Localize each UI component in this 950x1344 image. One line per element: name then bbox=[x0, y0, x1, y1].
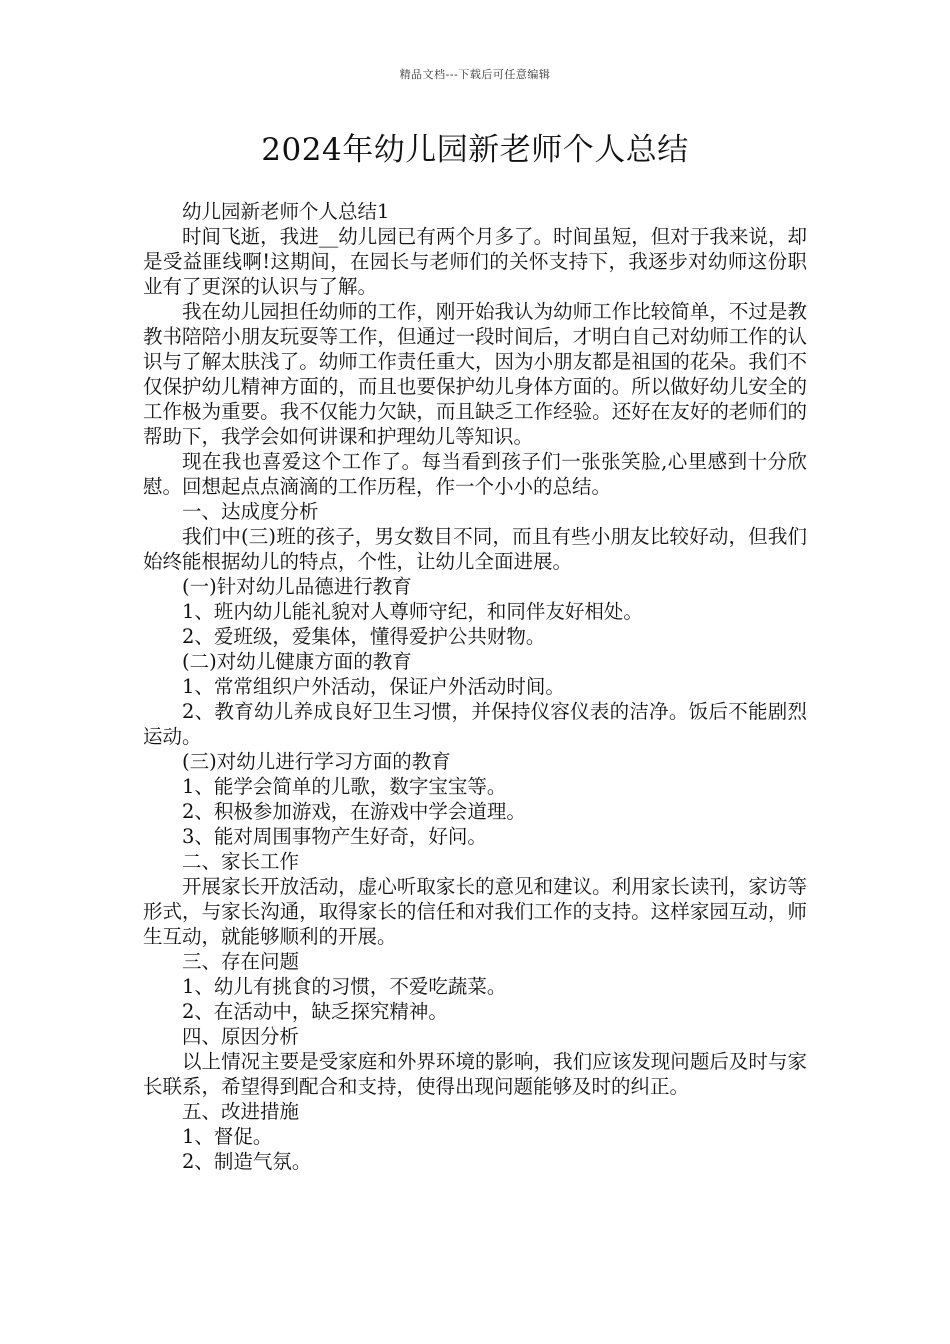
document-body bbox=[143, 199, 807, 1174]
subtitle-paragraph: 幼儿园新老师个人总结1 bbox=[182, 200, 390, 223]
section-heading: 一、达成度分析 bbox=[182, 500, 319, 523]
body-paragraph: 我们中(三)班的孩子，男女数目不同，而且有些小朋友比较好动，但我们始终能根据幼儿的特点，个性，让幼儿全面进展。 bbox=[143, 525, 807, 573]
section-heading: 四、原因分析 bbox=[182, 1025, 300, 1048]
subsection-heading: (三)对幼儿进行学习方面的教育 bbox=[182, 750, 451, 773]
list-item: 2、制造气氛。 bbox=[182, 1150, 312, 1173]
body-paragraph: 时间飞逝，我进__幼儿园已有两个月多了。时间虽短，但对于我来说，却是受益匪线啊!这期间，在园长与老师们的关怀支持下，我逐步对幼师这份职业有了更深的认识与了解。 bbox=[143, 225, 807, 298]
section-heading: 二、家长工作 bbox=[182, 850, 300, 873]
header-note: 精品文档---下载后可任意编辑 bbox=[399, 68, 551, 81]
list-item: 2、爱班级，爱集体，懂得爱护公共财物。 bbox=[182, 625, 546, 648]
section-heading: 五、改进措施 bbox=[182, 1100, 300, 1123]
document-title: 2024年幼儿园新老师个人总结 bbox=[261, 132, 689, 168]
body-paragraph: 开展家长开放活动，虚心听取家长的意见和建议。利用家长读刊，家访等形式，与家长沟通，取得家长的信任和对我们工作的支持。这样家园互动，师生互动，就能够顺利的开展。 bbox=[143, 875, 807, 948]
list-item: 1、班内幼儿能礼貌对人尊师守纪，和同伴友好相处。 bbox=[182, 600, 643, 623]
list-item: 1、常常组织户外活动，保证户外活动时间。 bbox=[182, 675, 565, 698]
list-item: 2、积极参加游戏，在游戏中学会道理。 bbox=[182, 800, 526, 823]
list-item: 2、在活动中，缺乏探究精神。 bbox=[182, 1000, 448, 1023]
list-item: 3、能对周围事物产生好奇，好问。 bbox=[182, 825, 487, 848]
body-paragraph: 以上情况主要是受家庭和外界环境的影响，我们应该发现问题后及时与家长联系，希望得到配合和支持，使得出现问题能够及时的纠正。 bbox=[143, 1050, 807, 1098]
list-item: 1、督促。 bbox=[182, 1125, 273, 1148]
list-item: 1、能学会简单的儿歌，数字宝宝等。 bbox=[182, 775, 507, 798]
subsection-heading: (一)针对幼儿品德进行教育 bbox=[182, 575, 412, 598]
subsection-heading: (二)对幼儿健康方面的教育 bbox=[182, 650, 412, 673]
list-item: 2、教育幼儿养成良好卫生习惯，并保持仪容仪表的洁净。饭后不能剧烈运动。 bbox=[143, 700, 807, 748]
list-item: 1、幼儿有挑食的习惯，不爱吃蔬菜。 bbox=[182, 975, 507, 998]
section-heading: 三、存在问题 bbox=[182, 950, 300, 973]
body-paragraph: 我在幼儿园担任幼师的工作，刚开始我认为幼师工作比较简单，不过是教教书陪陪小朋友玩耍等工作，但通过一段时间后，才明白自己对幼师工作的认识与了解太肤浅了。幼师工作责任重大，因为小朋友都是祖国的花朵。我们不仅保护幼儿精神方面的，而且也要保护幼儿身体方面的。所以做好幼儿安全的工作极为重要。我不仅能力欠缺，而且缺乏工作经验。还好在友好的老师们的帮助下，我学会如何讲课和护理幼儿等知识。 bbox=[143, 300, 807, 448]
body-paragraph: 现在我也喜爱这个工作了。每当看到孩子们一张张笑脸,心里感到十分欣慰。回想起点点滴滴的工作历程，作一个小小的总结。 bbox=[143, 450, 807, 498]
